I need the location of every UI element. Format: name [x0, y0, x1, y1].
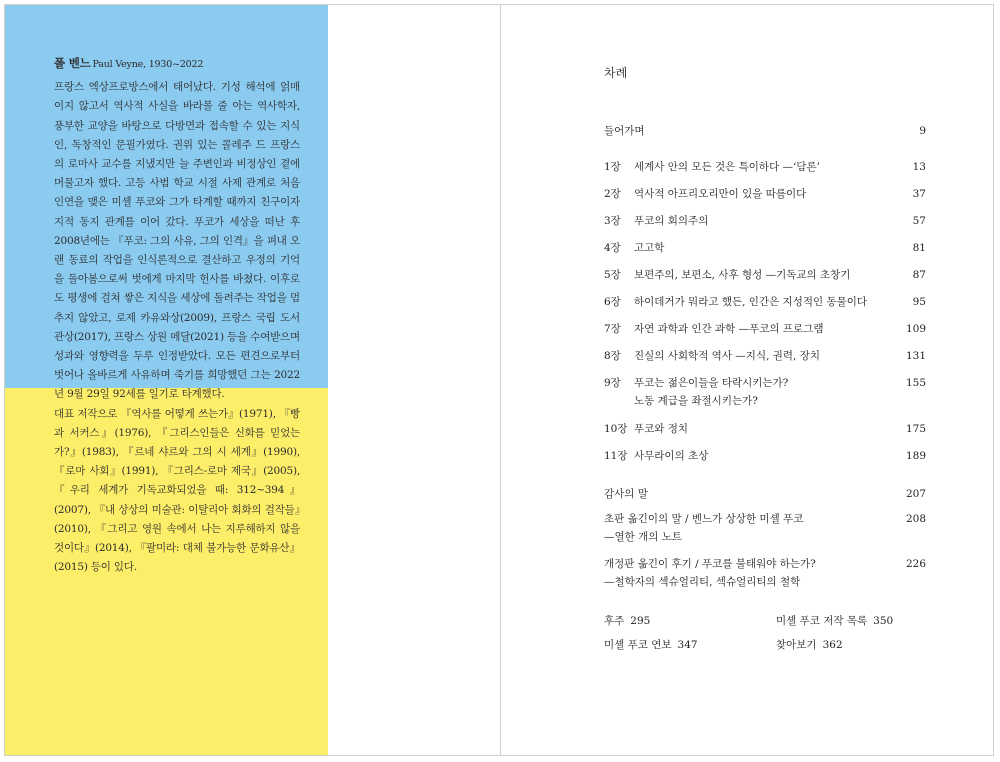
toc-entry-title: [604, 510, 906, 546]
toc-entry: [604, 239, 926, 257]
toc-page-number: 226: [905, 558, 926, 570]
toc-entry: [604, 420, 926, 438]
author-name: 폴 벤느: [54, 56, 91, 70]
author-bio: [54, 54, 300, 577]
back-matter-label: 후주: [604, 615, 625, 627]
back-matter-label: 미셸 푸코 저작 목록: [776, 615, 868, 627]
toc-chapter-number: 5장: [604, 269, 621, 281]
toc-entry: [604, 185, 926, 203]
back-matter-page: 362: [822, 639, 843, 651]
toc-page-number: 9: [919, 125, 926, 137]
toc-entry-title: [634, 185, 913, 203]
toc-entry-title: [604, 485, 906, 503]
toc-entry: [604, 293, 926, 311]
bio-paragraph-1: 프랑스 엑상프로방스에서 태어났다. 기성 해석에 얽매이지 않고서 역사적 사실을 바라볼 줄 아는 역사학자, 풍부한 교양을 바탕으로 다방면과 접속할 수 있는 지식인, 독창적인 문필가였다. 권위 있는 콜레주 드 프랑스의 로마사 교수를 지냈지만 늘 주변인과 비정상인 곁에 머물고자 했다. 고등 사범 학교 시절 사제 관계로 처음 인연을 맺은 미셸 푸코와 그가 타계할 때까지 친구이자 지적 동지 관계를 이어 갔다. 푸코가 세상을 떠난 후 2008년에는 『푸코: 그의 사유, 그의 인격』을 펴내 오랜 동료의 작업을 인식론적으로 결산하고 우정의 기억을 돌아봄으로써 벗에게 마지막 헌사를 바쳤다. 이후로도 평생에 걸쳐 쌓은 지식을 세상에 돌려주는 작업을 멈추지 않았고, 로제 카유와상(2009), 프랑스 국립 도서관상(2017), 프랑스 상원 메달(2021) 등을 수여받으며 성과와 영향력을 두루 인정받았다. 모든 편견으로부터 벗어나 올바르게 사유하며 죽기를 희망했던 그는 2022년 9월 29일 92세를 일기로 타계했다.: [54, 81, 300, 401]
toc-page-number: 13: [912, 161, 926, 173]
toc-page-number: 81: [912, 242, 926, 254]
toc-entry: [604, 447, 926, 465]
toc-entry-title-line: 푸코는 젊은이들을 타락시키는가?: [634, 377, 789, 389]
author-latin-name: Paul Veyne, 1930~2022: [92, 59, 204, 70]
toc-heading: 차례: [604, 66, 628, 80]
toc-entry: [604, 320, 926, 338]
toc-page-number: 57: [912, 215, 926, 227]
toc-chapter-number: 6장: [604, 296, 621, 308]
toc-entry-title-line: 고고학: [634, 242, 665, 254]
toc-chapter-number: 9장: [604, 377, 621, 389]
toc-entry-title-line: 개정판 옮긴이 후기 / 푸코를 불태워야 하는가?: [604, 558, 816, 570]
back-matter-page: 347: [677, 639, 698, 651]
toc-entry-title: [634, 420, 906, 438]
toc-entry: [604, 122, 926, 140]
toc-page-number: 87: [912, 269, 926, 281]
page-gutter: [500, 4, 501, 756]
toc-chapter-number: 11장: [604, 450, 628, 462]
toc-entry-title-line: —열한 개의 노트: [604, 531, 683, 543]
toc-chapter-number: 10장: [604, 423, 628, 435]
toc-entry-title-line: 들어가며: [604, 125, 645, 137]
toc-entry-title-line: 푸코의 회의주의: [634, 215, 709, 227]
back-matter-label: 찾아보기: [776, 639, 817, 651]
toc-page-number: 208: [905, 513, 926, 525]
toc-entry-title-line: 보편주의, 보편소, 사후 형성 —기독교의 초창기: [634, 269, 851, 281]
toc-chapter-number: 7장: [604, 323, 621, 335]
toc-entry: [604, 374, 926, 410]
toc-page-number: 175: [905, 423, 926, 435]
toc-back-matter-item: [604, 636, 698, 654]
toc-entry-title: [634, 320, 906, 338]
toc-entry: [604, 212, 926, 230]
toc-entry-title-line: 노동 계급을 좌절시키는가?: [634, 395, 758, 407]
toc-page-number: 109: [905, 323, 926, 335]
toc-entry-title-line: 역사적 아프리오리만이 있을 따름이다: [634, 188, 807, 200]
toc-entry-title-line: 세계사 안의 모든 것은 특이하다 —‘담론’: [634, 161, 821, 173]
toc-back-matter-item: [776, 612, 893, 630]
back-matter-label: 미셸 푸코 연보: [604, 639, 672, 651]
toc-entry-title-line: 자연 과학과 인간 과학 —푸코의 프로그램: [634, 323, 824, 335]
toc-entry-title: [634, 239, 913, 257]
toc-page-number: 155: [905, 377, 926, 389]
toc-entry: [604, 347, 926, 365]
toc-page-number: 207: [905, 488, 926, 500]
toc-entry-title-line: 진실의 사회학적 역사 —지식, 권력, 장치: [634, 350, 821, 362]
toc-chapter-number: 3장: [604, 215, 621, 227]
toc-entry-title: [634, 347, 906, 365]
toc-page-number: 189: [905, 450, 926, 462]
toc-chapter-number: 4장: [604, 242, 621, 254]
toc-entry: [604, 485, 926, 503]
toc-entry-title: [634, 212, 913, 230]
toc-entry-title-line: —철학자의 섹슈얼리티, 섹슈얼리티의 철학: [604, 576, 801, 588]
toc-entry-title: [604, 555, 906, 591]
toc-entry-title-line: 감사의 말: [604, 488, 648, 500]
toc-back-matter-item: [776, 636, 843, 654]
toc-chapter-number: 1장: [604, 161, 621, 173]
toc-back-matter-item: [604, 612, 650, 630]
toc-chapter-number: 2장: [604, 188, 621, 200]
toc-entry-title-line: 하이데거가 뭐라고 했든, 인간은 지성적인 동물이다: [634, 296, 868, 308]
toc-entry-title: [634, 374, 906, 410]
toc-page-number: 37: [912, 188, 926, 200]
toc-entry: [604, 555, 926, 591]
toc-entry-title-line: 사무라이의 초상: [634, 450, 709, 462]
toc-entry-title: [634, 158, 913, 176]
toc-page-number: 95: [912, 296, 926, 308]
bio-paragraph-2: 대표 저작으로 『역사를 어떻게 쓰는가』(1971), 『빵과 서커스』(1976), 『그리스인들은 신화를 믿었는가?』(1983), 『르네 샤르와 그의 시 세계』(1990), 『로마 사회』(1991), 『그리스-로마 제국』(2005), 『우리 세계가 기독교화되었을 때: 312~394』(2007), 『내 상상의 미술관: 이탈리아 회화의 걸작들』(2010), 『그리고 영원 속에서 나는 지루해하지 않을 것이다』(2014), 『팔미라: 대체 불가능한 문화유산』(2015) 등이 있다.: [54, 407, 300, 574]
toc-chapter-number: 8장: [604, 350, 621, 362]
toc-entry: [604, 266, 926, 284]
toc-entry-title-line: 초판 옮긴이의 말 / 벤느가 상상한 미셸 푸코: [604, 513, 804, 525]
author-header: [54, 54, 300, 74]
back-matter-page: 295: [630, 615, 651, 627]
back-matter-page: 350: [873, 615, 894, 627]
toc-entry-title: [634, 266, 913, 284]
toc-entry-title: [634, 293, 913, 311]
toc-entry-title-line: 푸코와 정치: [634, 423, 689, 435]
toc-page-number: 131: [905, 350, 926, 362]
toc-entry: [604, 510, 926, 546]
toc-entry: [604, 158, 926, 176]
toc-entry-title: [604, 122, 919, 140]
toc-entry-title: [634, 447, 906, 465]
